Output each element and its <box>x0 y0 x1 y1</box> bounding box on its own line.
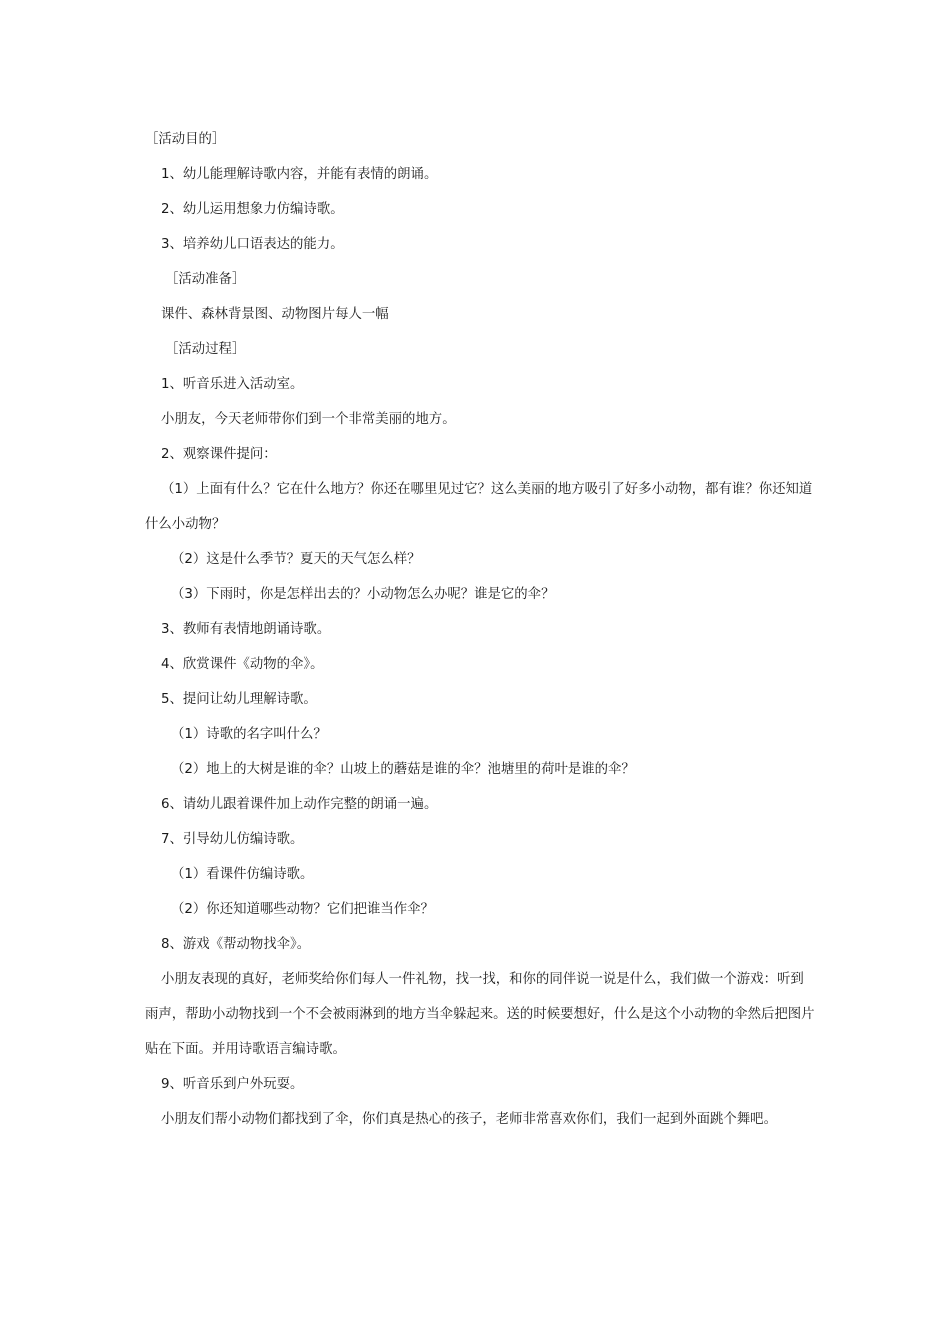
paragraph: 6、请幼儿跟着课件加上动作完整的朗诵一遍。 <box>161 797 438 812</box>
paragraph: 2、观察课件提问： <box>161 447 277 462</box>
paragraph: 7、引导幼儿仿编诗歌。 <box>161 832 304 847</box>
document-body <box>145 122 815 1137</box>
paragraph: （2）你还知道哪些动物？它们把谁当作伞？ <box>171 902 434 917</box>
paragraph: 小朋友表现的真好，老师奖给你们每人一件礼物，找一找，和你的同伴说一说是什么，我们做一个游戏：听到雨声，帮助小动物找到一个不会被雨淋到的地方当伞躲起来。送的时候要想好，什么是这个小动物的伞然后把图片贴在下面。并用诗歌语言编诗歌。 <box>145 972 815 1057</box>
section-heading-process: ［活动过程］ <box>165 342 246 357</box>
paragraph: 小朋友们帮小动物们都找到了伞，你们真是热心的孩子，老师非常喜欢你们，我们一起到外面跳个舞吧。 <box>161 1112 777 1127</box>
paragraph: （2）这是什么季节？夏天的天气怎么样？ <box>171 552 421 567</box>
paragraph: （1）上面有什么？它在什么地方？你还在哪里见过它？这么美丽的地方吸引了好多小动物，都有谁？你还知道什么小动物？ <box>145 482 813 532</box>
paragraph: 5、提问让幼儿理解诗歌。 <box>161 692 317 707</box>
paragraph: （1）诗歌的名字叫什么？ <box>171 727 327 742</box>
paragraph: 9、听音乐到户外玩耍。 <box>161 1077 304 1092</box>
paragraph: 课件、森林背景图、动物图片每人一幅 <box>161 307 389 322</box>
paragraph: （2）地上的大树是谁的伞？山坡上的蘑菇是谁的伞？池塘里的荷叶是谁的伞？ <box>171 762 635 777</box>
paragraph: 2、幼儿运用想象力仿编诗歌。 <box>161 202 344 217</box>
paragraph: 1、幼儿能理解诗歌内容，并能有表情的朗诵。 <box>161 167 438 182</box>
section-heading-preparation: ［活动准备］ <box>165 272 246 287</box>
paragraph: 1、听音乐进入活动室。 <box>161 377 304 392</box>
paragraph: 小朋友，今天老师带你们到一个非常美丽的地方。 <box>161 412 456 427</box>
paragraph: （1）看课件仿编诗歌。 <box>171 867 314 882</box>
section-heading-purpose: ［活动目的］ <box>145 132 226 147</box>
paragraph: 4、欣赏课件《动物的伞》。 <box>161 657 324 672</box>
paragraph: 8、游戏《帮动物找伞》。 <box>161 937 311 952</box>
paragraph: 3、培养幼儿口语表达的能力。 <box>161 237 344 252</box>
paragraph: （3）下雨时，你是怎样出去的？小动物怎么办呢？谁是它的伞？ <box>171 587 555 602</box>
paragraph: 3、教师有表情地朗诵诗歌。 <box>161 622 331 637</box>
